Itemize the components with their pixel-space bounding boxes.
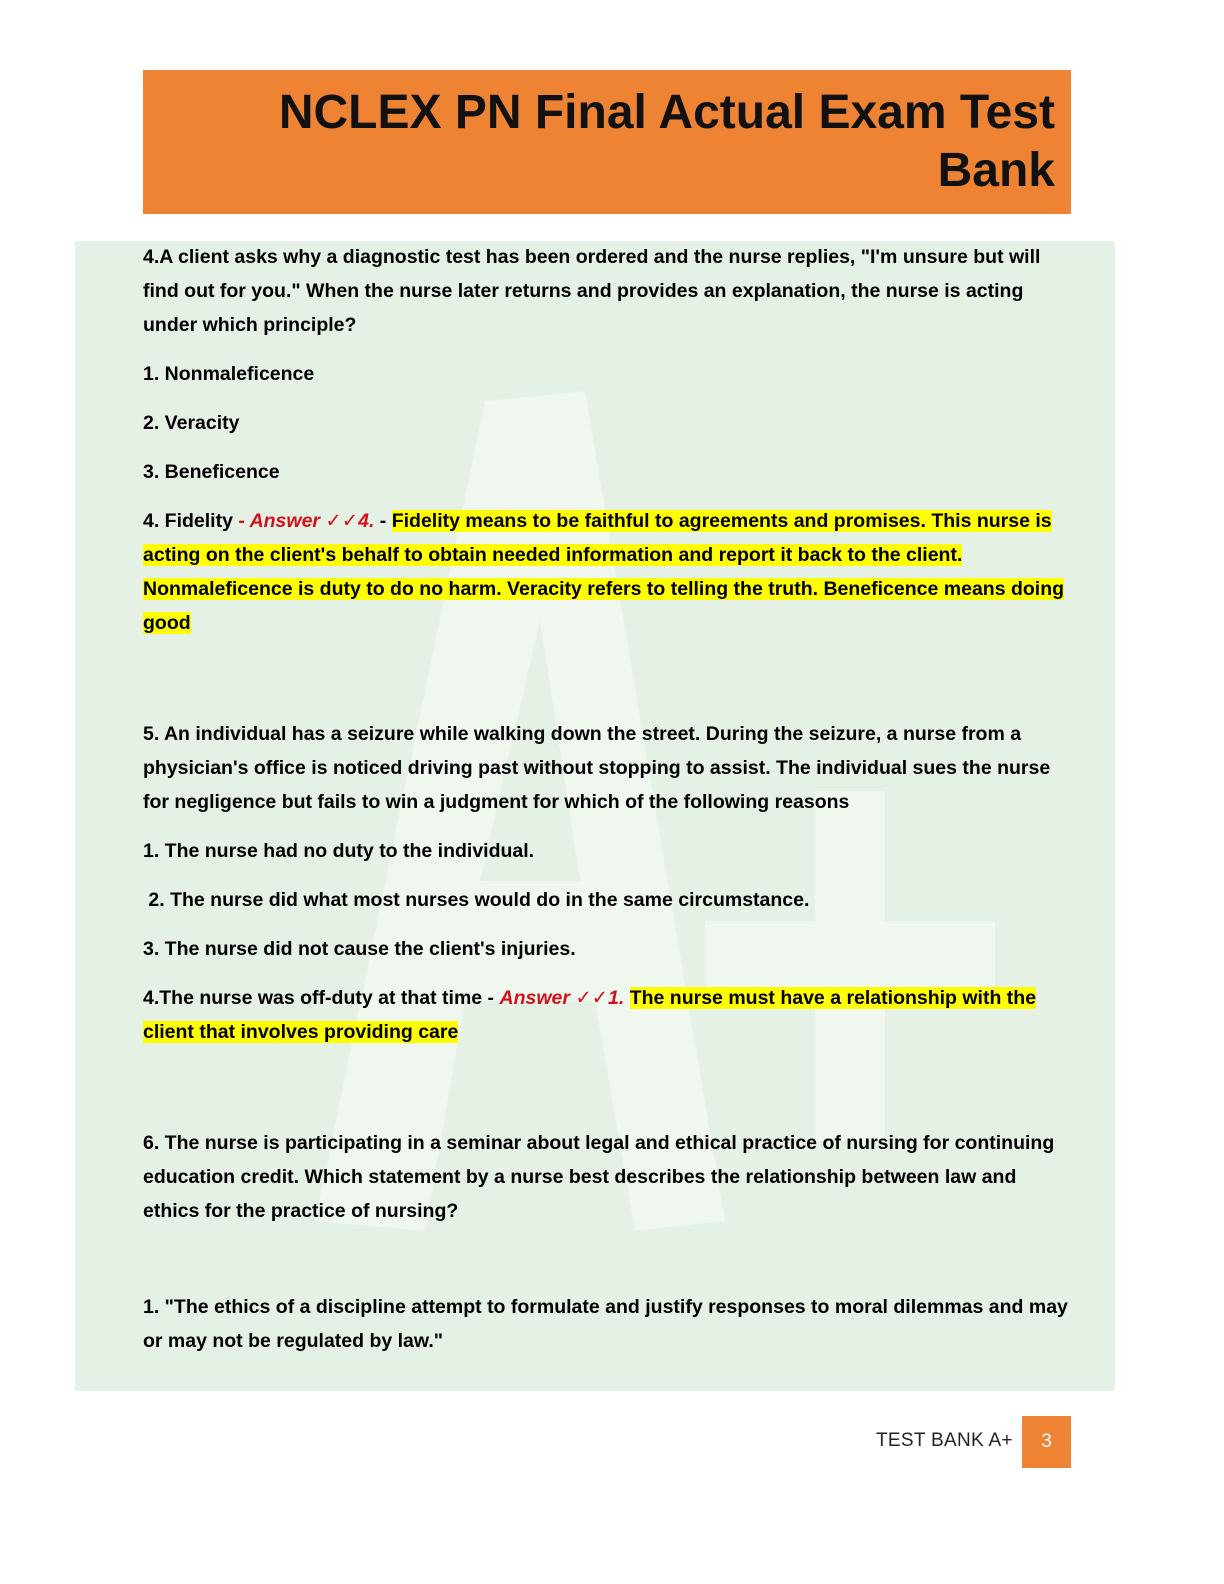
q5-explanation: The nurse must have a relationship with the client that involves providing care [143, 987, 1037, 1043]
spacer [143, 1064, 1068, 1126]
spacer [143, 655, 1068, 717]
q5-option-4: 4.The nurse was off-duty at that time [143, 987, 483, 1009]
q5-separator: - [482, 987, 500, 1009]
page-title: NCLEX PN Final Actual Exam Test Bank [278, 86, 1055, 197]
page-number: 3 [1022, 1416, 1071, 1468]
q5-answer-label: Answer ✓✓1. [499, 987, 625, 1009]
q4-option-1: 1. Nonmaleficence [143, 363, 315, 385]
q4-option-2: 2. Veracity [143, 412, 240, 434]
question-4-text: 4.A client asks why a diagnostic test has been ordered and the nurse replies, "I'm unsure but will find out for you." When the nurse later returns and provides an explanation, the nurse is acting under which principle? [143, 246, 1041, 336]
footer-label: TEST BANK A+ [876, 1430, 1013, 1451]
question-5-text: 5. An individual has a seizure while walking down the street. During the seizure, a nurse from a physician's office is noticed driving past without stopping to assist. The individual sues the nurse for negligence but fails to win a judgment for which of the following reasons [143, 723, 1051, 813]
q4-option-3: 3. Beneficence [143, 461, 280, 483]
question-6-text: 6. The nurse is participating in a seminar about legal and ethical practice of nursing for continuing education credit. Which statement by a nurse best describes the relationship between law and ethics for the practice of nursing? [143, 1132, 1055, 1222]
q4-dash: - [374, 510, 392, 532]
q4-explanation: Fidelity means to be faithful to agreements and promises. This nurse is acting on the client's behalf to obtain needed information and report it back to the client. Nonmaleficence is duty to do no harm. Veracity refers to telling the truth. Beneficence means doing good [143, 510, 1065, 634]
q5-option-1: 1. The nurse had no duty to the individual. [143, 840, 535, 862]
q5-option-2: 2. The nurse did what most nurses would do in the same circumstance. [143, 889, 810, 911]
q4-answer-label: Answer ✓✓4. [249, 510, 375, 532]
q5-option-4-with-answer [143, 981, 1068, 1049]
question-content [143, 240, 1068, 1373]
q4-separator: - [232, 510, 250, 532]
q5-option-3: 3. The nurse did not cause the client's injuries. [143, 938, 576, 960]
q4-option-4-with-answer [143, 504, 1068, 640]
q4-option-4: 4. Fidelity [143, 510, 233, 532]
q6-option-1: 1. "The ethics of a discipline attempt to formulate and justify responses to moral dilemmas and may or may not be regulated by law." [143, 1296, 1068, 1352]
header-band [143, 70, 1071, 214]
